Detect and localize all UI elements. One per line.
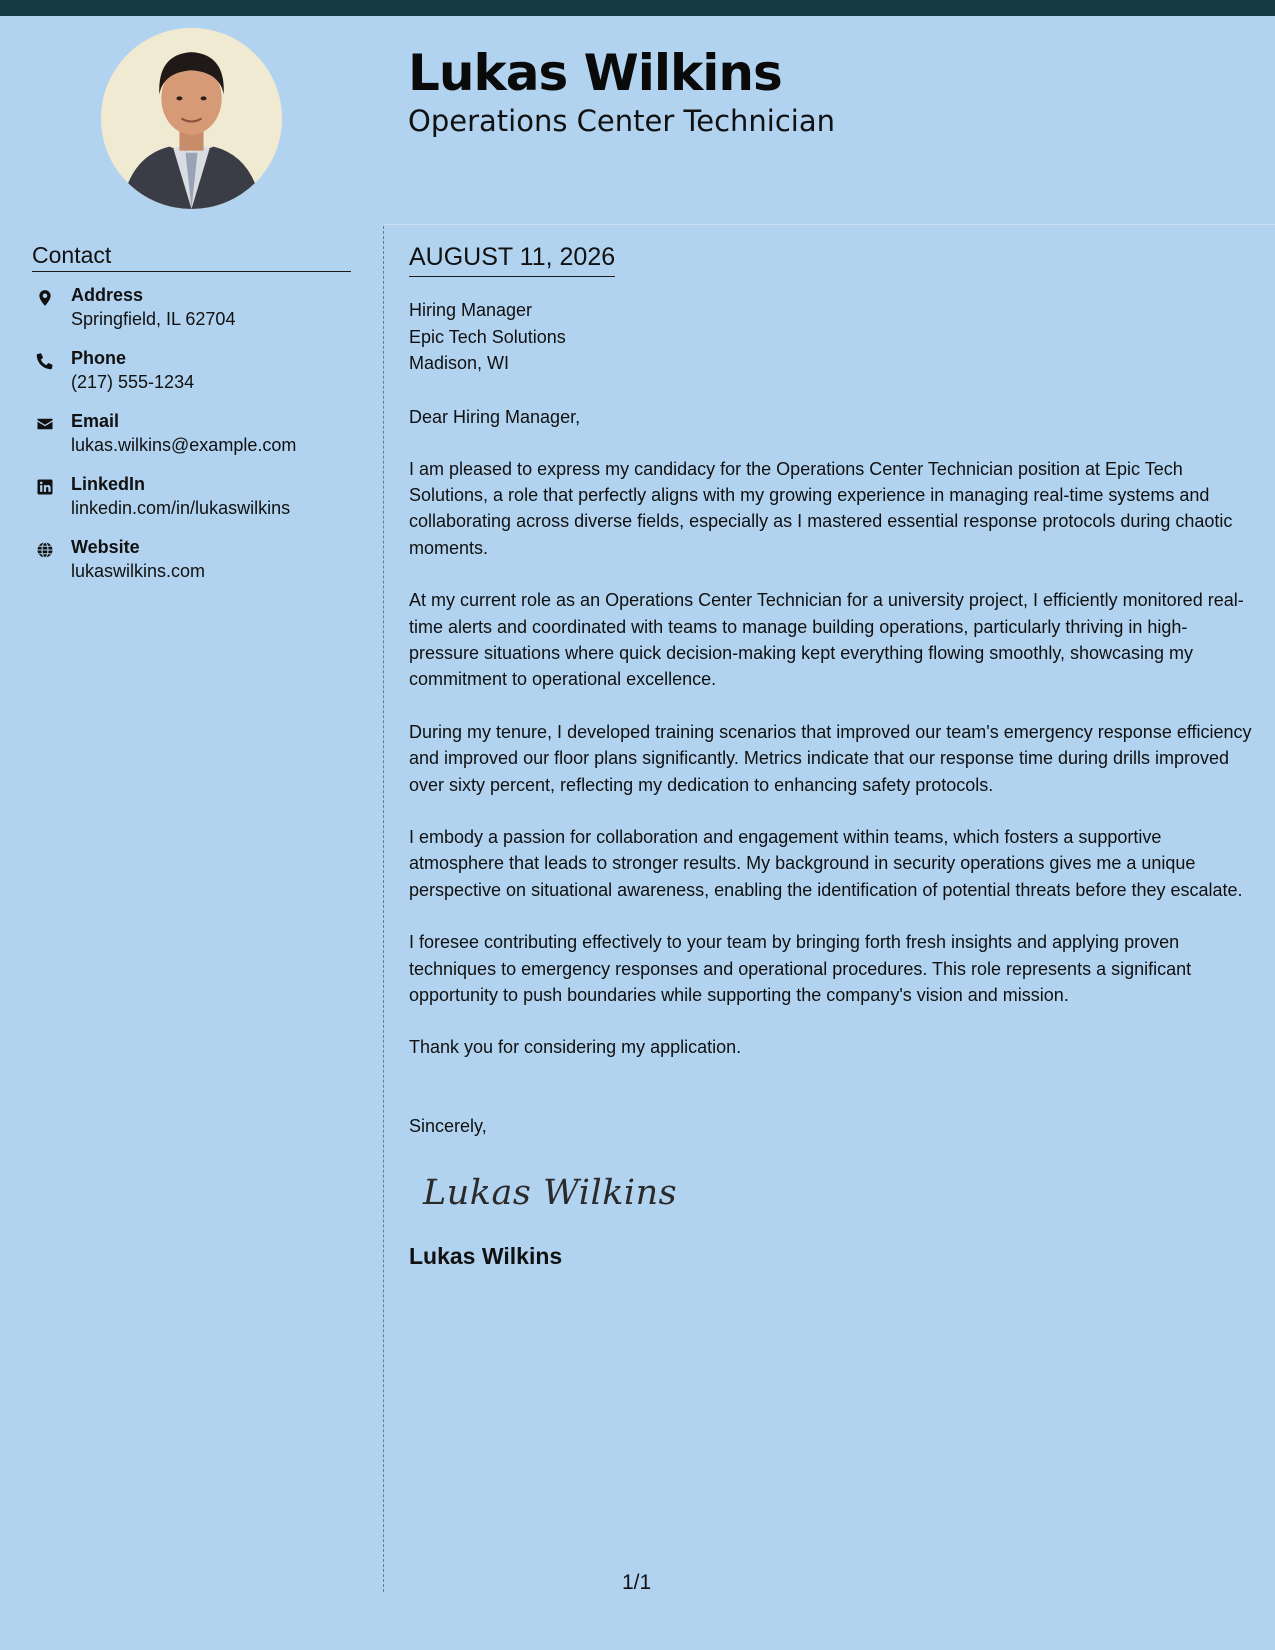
globe-icon [36, 541, 54, 559]
contact-label: Website [71, 537, 140, 557]
contact-sidebar [32, 240, 351, 599]
candidate-name: Lukas Wilkins [408, 44, 782, 102]
column-divider [383, 226, 384, 1592]
map-pin-icon [36, 289, 54, 307]
recipient-block [409, 297, 1255, 377]
portrait-image [101, 28, 282, 209]
linkedin-value[interactable]: linkedin.com/in/lukaswilkins [71, 498, 291, 518]
contact-address [32, 284, 351, 347]
letter-body [409, 240, 1255, 1271]
linkedin-icon [36, 478, 54, 496]
closing-line: Sincerely, [409, 1116, 487, 1137]
body-paragraph: During my tenure, I developed training scenarios that improved our team's emergency response efficiency and improved our floor plans significantly. Metrics indicate that our response time during drills improved over sixty percent, reflecting my dedication to enhancing safety protocols. [409, 721, 1252, 795]
contact-website [32, 536, 351, 599]
letter-date: AUGUST 11, 2026 [409, 240, 615, 277]
recipient-line: Madison, WI [409, 353, 510, 373]
contact-label: Address [71, 285, 144, 305]
envelope-icon [36, 415, 54, 433]
contact-email [32, 410, 351, 473]
email-value[interactable]: lukas.wilkins@example.com [71, 435, 297, 455]
thanks-line: Thank you for considering my application. [409, 1037, 742, 1058]
page-number: 1/1 [622, 1571, 652, 1594]
body-paragraph: At my current role as an Operations Center Technician for a university project, I efficiently monitored real-time alerts and coordinated with teams to manage building operations, particularly thriving in high-pressure situations where quick decision-making kept everything flowing smoothly, showcasing my commitment to operational excellence. [409, 590, 1244, 690]
body-paragraph: I am pleased to express my candidacy for the Operations Center Technician position at Epic Tech Solutions, a role that perfectly aligns with my growing experience in managing real-time systems and collaborating across diverse fields, especially as I mastered essential response protocols during chaotic moments. [409, 458, 1233, 558]
website-value[interactable]: lukaswilkins.com [71, 561, 206, 581]
candidate-title: Operations Center Technician [408, 104, 836, 138]
greeting: Dear Hiring Manager, [409, 406, 581, 427]
contact-label: Email [71, 411, 120, 431]
handwritten-signature: Lukas Wilkins [423, 1173, 678, 1214]
contact-phone [32, 347, 351, 410]
profile-photo [101, 28, 282, 209]
phone-icon [36, 352, 54, 370]
body-paragraph: I embody a passion for collaboration and engagement within teams, which fosters a supportive atmosphere that leads to stronger results. My background in security operations gives me a unique perspective on situational awareness, enabling the identification of potential threats before they escalate. [409, 826, 1243, 900]
contact-list [32, 284, 351, 599]
recipient-line: Epic Tech Solutions [409, 326, 566, 347]
contact-label: Phone [71, 348, 127, 368]
address-value: Springfield, IL 62704 [71, 309, 236, 329]
contact-heading: Contact [32, 240, 351, 272]
contact-linkedin [32, 473, 351, 536]
signer-name: Lukas Wilkins [409, 1243, 563, 1270]
top-accent-bar [0, 0, 1275, 16]
phone-value: (217) 555-1234 [71, 372, 195, 392]
recipient-line: Hiring Manager [409, 300, 533, 320]
header-divider [384, 224, 1275, 225]
contact-label: LinkedIn [71, 474, 146, 494]
body-paragraph: I foresee contributing effectively to your team by bringing forth fresh insights and applying proven techniques to emergency responses and operational procedures. This role represents a significant opportunity to push boundaries while supporting the company's vision and mission. [409, 932, 1192, 1005]
